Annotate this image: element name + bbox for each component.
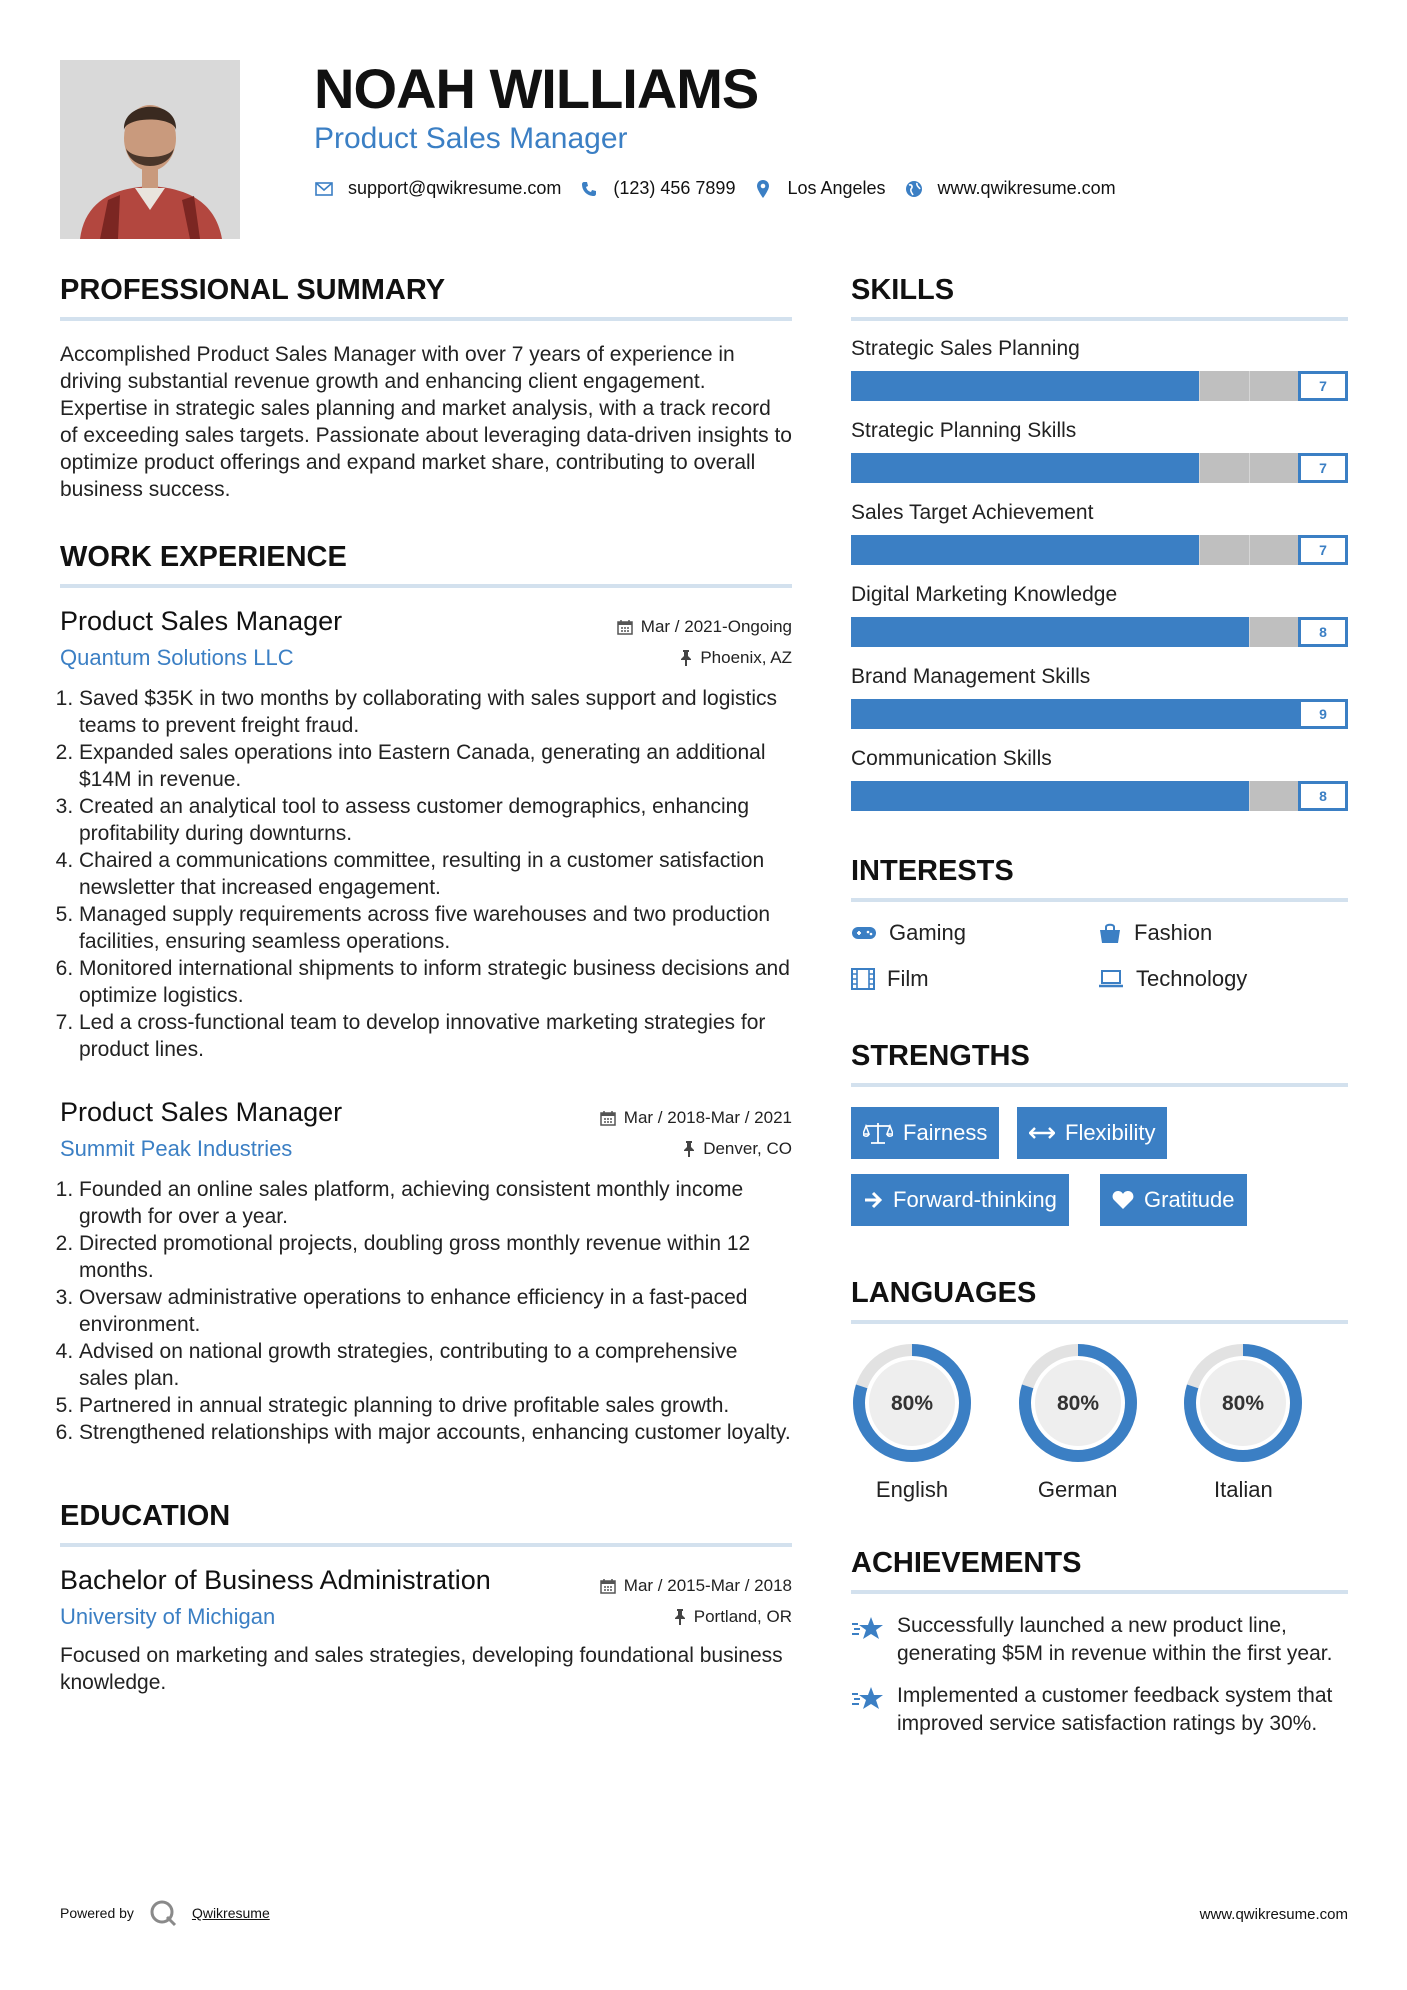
skill-bar <box>851 535 1348 565</box>
skill-bar-segment <box>1199 535 1200 565</box>
job-points <box>60 1176 792 1446</box>
language-ring <box>851 1342 973 1464</box>
skill-bar-segment <box>1249 781 1250 811</box>
education-entry <box>60 1565 792 1696</box>
map-marker-icon <box>753 179 773 199</box>
envelope-icon <box>314 179 334 199</box>
skill-bar-segment <box>1249 535 1250 565</box>
contact-email[interactable]: support@qwikresume.com <box>348 178 562 198</box>
job-title: Product Sales Manager <box>60 1097 343 1127</box>
achievement-item <box>851 1682 1348 1738</box>
profile-photo <box>60 60 240 239</box>
strength-label: Forward-thinking <box>893 1187 1057 1212</box>
section-divider <box>851 317 1348 321</box>
job-point: 4. Advised on national growth strategies, contributing to a comprehensive sales plan. <box>79 1338 792 1392</box>
skill-name: Digital Marketing Knowledge <box>851 583 1118 606</box>
skill-score: 7 <box>1298 453 1348 483</box>
strength-tag <box>851 1174 1069 1226</box>
laptop-icon <box>1098 970 1124 988</box>
education-location <box>674 1607 792 1627</box>
strengths-title: STRENGTHS <box>851 1040 1030 1072</box>
skill-bar <box>851 781 1348 811</box>
education-dates-text: Mar / 2015-Mar / 2018 <box>623 1576 792 1595</box>
skill-score: 8 <box>1298 617 1348 647</box>
achievement-text: Implemented a customer feedback system that improved service satisfaction ratings by 30%. <box>897 1684 1333 1735</box>
skill-bar <box>851 453 1348 483</box>
skill-bar-fill <box>851 535 1199 565</box>
right-column <box>851 274 1348 1738</box>
summary-title: PROFESSIONAL SUMMARY <box>60 274 446 306</box>
interest-item <box>1098 920 1348 946</box>
skill-bar-segment <box>1249 453 1250 483</box>
interest-item <box>851 966 1098 992</box>
pushpin-icon <box>683 1141 695 1157</box>
education-degree: Bachelor of Business Administration <box>60 1565 491 1595</box>
strength-tag <box>1017 1107 1167 1159</box>
languages-list <box>851 1342 1348 1503</box>
job-point: 7. Led a cross-functional team to develop innovative marketing strategies for product lines. <box>79 1009 792 1063</box>
job-company: Quantum Solutions LLC <box>60 645 294 670</box>
heart-icon <box>1112 1190 1134 1210</box>
interest-label: Technology <box>1136 966 1248 991</box>
education-title: EDUCATION <box>60 1500 231 1532</box>
strength-label: Gratitude <box>1144 1187 1235 1212</box>
language-item <box>851 1342 1017 1503</box>
language-percent: 80% <box>890 1392 934 1415</box>
job-points <box>60 685 792 1063</box>
skill-score: 7 <box>1298 371 1348 401</box>
calendar-icon <box>617 619 633 635</box>
interests-list <box>851 920 1348 992</box>
skill-item <box>851 747 1348 811</box>
skill-score: 8 <box>1298 781 1348 811</box>
qwikresume-logo-icon <box>148 1898 178 1928</box>
skill-bar-fill <box>851 781 1249 811</box>
interest-label: Gaming <box>889 920 967 945</box>
job-location-text: Phoenix, AZ <box>700 648 792 667</box>
left-column <box>60 274 792 1696</box>
skill-score: 9 <box>1298 699 1348 729</box>
skill-bar-segment <box>1249 371 1250 401</box>
skills-list <box>851 337 1348 811</box>
job-point: 1. Founded an online sales platform, achieving consistent monthly income growth for over a year. <box>79 1176 792 1230</box>
strength-tag <box>1100 1174 1247 1226</box>
job-dates <box>617 617 792 637</box>
globe-icon <box>904 179 924 199</box>
achievements-title: ACHIEVEMENTS <box>851 1547 1082 1579</box>
language-ring <box>1182 1342 1304 1464</box>
skill-name: Strategic Sales Planning <box>851 337 1080 360</box>
language-name: English <box>875 1477 949 1502</box>
job-point: 2. Expanded sales operations into Eastern Canada, generating an additional $14M in revenue. <box>79 739 792 793</box>
experience-title: WORK EXPERIENCE <box>60 541 347 573</box>
skill-item <box>851 337 1348 401</box>
skill-item <box>851 419 1348 483</box>
footer-site[interactable]: www.qwikresume.com <box>1199 1906 1348 1923</box>
interest-item <box>1098 966 1348 992</box>
skill-bar-fill <box>851 699 1298 729</box>
skill-score: 7 <box>1298 535 1348 565</box>
job-company: Summit Peak Industries <box>60 1136 293 1161</box>
job-dates-text: Mar / 2018-Mar / 2021 <box>623 1108 792 1127</box>
achievements-list <box>851 1612 1348 1738</box>
job-location <box>683 1139 792 1159</box>
languages-title: LANGUAGES <box>851 1277 1037 1309</box>
gamepad-icon <box>851 925 877 941</box>
job-point: 1. Saved $35K in two months by collaborating with sales support and logistics teams to prevent freight fraud. <box>79 685 792 739</box>
skill-item <box>851 501 1348 565</box>
section-divider <box>851 1590 1348 1594</box>
interests-title: INTERESTS <box>851 855 1014 887</box>
language-name: German <box>1037 1477 1118 1502</box>
job-dates-text: Mar / 2021-Ongoing <box>640 617 792 636</box>
candidate-role: Product Sales Manager <box>314 122 628 155</box>
skill-bar-fill <box>851 617 1249 647</box>
powered-by-text: Powered by <box>60 1905 134 1921</box>
contact-location: Los Angeles <box>787 178 886 198</box>
shopping-bag-icon <box>1098 922 1122 944</box>
phone-icon <box>579 179 599 199</box>
arrows-horizontal-icon <box>1029 1127 1055 1139</box>
section-divider <box>60 1543 792 1547</box>
film-icon <box>851 968 875 990</box>
skill-bar <box>851 699 1348 729</box>
interest-label: Fashion <box>1134 920 1213 945</box>
job-point: 3. Oversaw administrative operations to enhance efficiency in a fast-paced environment. <box>79 1284 792 1338</box>
language-ring <box>1017 1342 1139 1464</box>
skill-item <box>851 665 1348 729</box>
shooting-star-icon <box>851 1616 885 1642</box>
skill-bar-segment <box>1199 453 1200 483</box>
skill-bar-segment <box>1249 617 1250 647</box>
job-point: 6. Monitored international shipments to inform strategic business decisions and optimize logistics. <box>79 955 792 1009</box>
calendar-icon <box>600 1578 616 1594</box>
section-divider <box>851 898 1348 902</box>
candidate-name: NOAH WILLIAMS <box>314 57 759 120</box>
language-item <box>1017 1342 1183 1503</box>
section-divider <box>851 1320 1348 1324</box>
skill-item <box>851 583 1348 647</box>
skill-name: Sales Target Achievement <box>851 501 1094 524</box>
job-entry <box>60 606 792 1063</box>
interest-label: Film <box>887 966 929 991</box>
skill-name: Brand Management Skills <box>851 665 1091 688</box>
job-point: 6. Strengthened relationships with major accounts, enhancing customer loyalty. <box>79 1419 792 1446</box>
education-dates <box>600 1576 792 1596</box>
job-point: 3. Created an analytical tool to assess customer demographics, enhancing profitability during downturns. <box>79 793 792 847</box>
portrait-image <box>60 60 240 239</box>
job-point: 4. Chaired a communications committee, resulting in a customer satisfaction newsletter that increased engagement. <box>79 847 792 901</box>
language-name: Italian <box>1213 1477 1273 1502</box>
job-dates <box>600 1108 792 1128</box>
contact-phone[interactable]: (123) 456 7899 <box>613 178 736 198</box>
job-point: 2. Directed promotional projects, doubling gross monthly revenue within 12 months. <box>79 1230 792 1284</box>
shooting-star-icon <box>851 1686 885 1712</box>
section-divider <box>60 317 792 321</box>
skill-bar <box>851 371 1348 401</box>
job-location <box>680 648 792 668</box>
language-item <box>1182 1342 1348 1503</box>
skill-name: Communication Skills <box>851 747 1052 770</box>
language-percent: 80% <box>1222 1392 1265 1415</box>
skill-name: Strategic Planning Skills <box>851 419 1077 442</box>
skill-bar-fill <box>851 453 1199 483</box>
summary-text: Accomplished Product Sales Manager with over 7 years of experience in driving substantial revenue growth and enhancing client engagement. Expertise in strategic sales planning and market analysis, with a track record of exceeding sales targets. Passionate about leveraging data-driven insights to optimize product offerings and expand market share, contributing to overall business success. <box>60 343 792 501</box>
contact-website[interactable]: www.qwikresume.com <box>937 178 1116 198</box>
achievement-item <box>851 1612 1348 1668</box>
arrow-right-icon <box>863 1191 883 1209</box>
job-point: 5. Partnered in annual strategic planning to drive profitable sales growth. <box>79 1392 792 1419</box>
section-divider <box>60 584 792 588</box>
section-divider <box>851 1083 1348 1087</box>
pushpin-icon <box>674 1609 686 1625</box>
job-entry <box>60 1097 792 1446</box>
job-location-text: Denver, CO <box>703 1139 792 1158</box>
qwikresume-link[interactable]: Qwikresume <box>191 1905 270 1921</box>
achievement-text: Successfully launched a new product line, generating $5M in revenue within the first year. <box>897 1614 1333 1665</box>
job-title: Product Sales Manager <box>60 606 343 636</box>
footer-powered-by <box>60 1898 270 1928</box>
skill-bar-fill <box>851 371 1199 401</box>
skill-bar-segment <box>1199 371 1200 401</box>
calendar-icon <box>600 1110 616 1126</box>
strengths-list <box>851 1107 1348 1257</box>
strength-tag <box>851 1107 999 1159</box>
contact-bar <box>314 178 1134 199</box>
skill-bar <box>851 617 1348 647</box>
education-school: University of Michigan <box>60 1604 276 1629</box>
strength-label: Flexibility <box>1065 1120 1156 1145</box>
balance-scale-icon <box>863 1122 893 1144</box>
strength-label: Fairness <box>903 1120 988 1145</box>
skills-title: SKILLS <box>851 274 955 306</box>
education-text: Focused on marketing and sales strategies, developing foundational business knowledge. <box>60 1644 783 1694</box>
job-point: 5. Managed supply requirements across five warehouses and two production facilities, ensuring seamless operations. <box>79 901 792 955</box>
pushpin-icon <box>680 650 692 666</box>
education-location-text: Portland, OR <box>693 1607 792 1626</box>
language-percent: 80% <box>1056 1392 1099 1415</box>
interest-item <box>851 920 1098 946</box>
